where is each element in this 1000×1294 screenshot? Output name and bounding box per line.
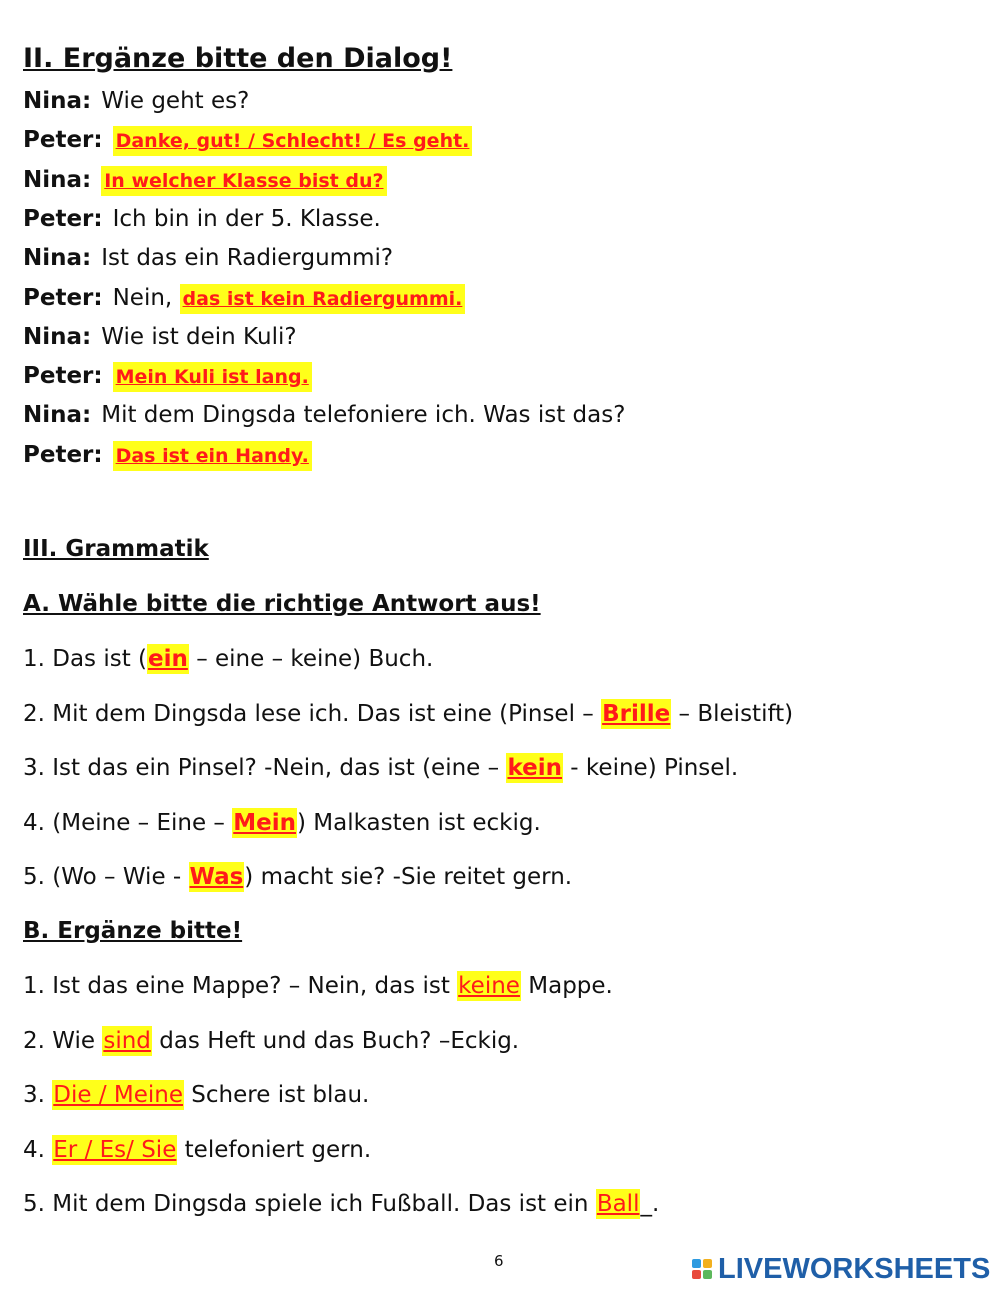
dialog-answer: In welcher Klasse bist du? xyxy=(101,166,386,196)
dialog-answer: Danke, gut! / Schlecht! / Es geht. xyxy=(113,126,473,156)
item-text: ) macht sie? -Sie reitet gern. xyxy=(244,864,573,890)
item-text: 5. (Wo – Wie - xyxy=(23,864,189,890)
part-b-heading: B. Ergänze bitte! xyxy=(23,918,243,944)
section-heading-grammar: III. Grammatik xyxy=(23,536,209,562)
speaker-name: Peter: xyxy=(23,441,103,468)
item-text: 3. Ist das ein Pinsel? -Nein, das ist (eine – xyxy=(23,755,507,781)
answer-highlight: Er / Es/ Sie xyxy=(53,1136,177,1163)
item-text: 5. Mit dem Dingsda spiele ich Fußball. Das ist ein xyxy=(23,1191,596,1217)
answer-highlight: Was xyxy=(189,864,244,890)
logo-grid-icon xyxy=(692,1259,712,1279)
item-text: 1. Ist das eine Mappe? – Nein, das ist xyxy=(23,973,458,999)
item-text: 2. Wie xyxy=(23,1027,103,1054)
logo-text: LIVEWORKSHEETS xyxy=(718,1252,991,1285)
item-text: _. xyxy=(640,1191,660,1217)
part-b-item xyxy=(23,971,613,1001)
answer-highlight: keine xyxy=(458,973,520,999)
item-text: das Heft und das Buch? –Eckig. xyxy=(151,1027,520,1054)
item-text: 4. (Meine – Eine – xyxy=(23,809,233,836)
item-text: 1. Das ist ( xyxy=(23,646,148,672)
dialog-answer: Das ist ein Handy. xyxy=(113,441,312,471)
dialog-line xyxy=(23,440,312,471)
dialog-text: Mit dem Dingsda telefoniere ich. Was ist das? xyxy=(101,402,626,429)
speaker-name: Nina: xyxy=(23,402,92,429)
section-heading-dialog: II. Ergänze bitte den Dialog! xyxy=(23,43,453,74)
speaker-name: Nina: xyxy=(23,245,92,272)
part-a-item xyxy=(23,808,541,838)
dialog-line xyxy=(23,361,312,392)
part-b-item xyxy=(23,1189,659,1219)
dialog-line xyxy=(23,204,381,234)
item-text: Mappe. xyxy=(520,973,613,999)
dialog-line xyxy=(23,125,472,156)
item-text: telefoniert gern. xyxy=(177,1136,372,1163)
speaker-name: Peter: xyxy=(23,205,103,232)
item-text: – eine – keine) Buch. xyxy=(188,646,434,672)
dialog-answer: das ist kein Radiergummi. xyxy=(180,284,466,314)
speaker-name: Peter: xyxy=(23,363,103,390)
dialog-text: Wie geht es? xyxy=(101,88,250,114)
dialog-text: Nein, xyxy=(112,284,173,311)
item-text: 4. xyxy=(23,1136,53,1163)
dialog-line xyxy=(23,283,465,314)
item-text: 3. xyxy=(23,1082,53,1108)
answer-highlight: ein xyxy=(148,646,188,672)
speaker-name: Peter: xyxy=(23,127,103,154)
dialog-line xyxy=(23,86,249,116)
liveworksheets-logo[interactable] xyxy=(692,1252,990,1286)
item-text: - keine) Pinsel. xyxy=(563,755,739,781)
answer-highlight: Brille xyxy=(602,700,671,727)
answer-highlight: Ball xyxy=(596,1191,640,1217)
item-text: – Bleistift) xyxy=(671,700,794,727)
item-text: Schere ist blau. xyxy=(184,1082,370,1108)
part-a-item xyxy=(23,644,433,674)
dialog-text: Ich bin in der 5. Klasse. xyxy=(112,205,381,232)
dialog-text: Ist das ein Radiergummi? xyxy=(101,245,394,272)
page-number: 6 xyxy=(494,1252,504,1270)
answer-highlight: Die / Meine xyxy=(53,1082,183,1108)
speaker-name: Peter: xyxy=(23,284,103,311)
dialog-text: Wie ist dein Kuli? xyxy=(101,323,297,350)
part-a-item xyxy=(23,753,738,783)
dialog-line xyxy=(23,322,297,352)
dialog-line xyxy=(23,165,387,196)
item-text: 2. Mit dem Dingsda lese ich. Das ist eine (Pinsel – xyxy=(23,700,602,727)
speaker-name: Nina: xyxy=(23,166,92,193)
part-b-item xyxy=(23,1135,371,1165)
dialog-line xyxy=(23,243,393,273)
part-a-item xyxy=(23,862,572,892)
speaker-name: Nina: xyxy=(23,323,92,350)
speaker-name: Nina: xyxy=(23,88,92,114)
part-a-heading: A. Wähle bitte die richtige Antwort aus! xyxy=(23,591,541,617)
part-a-item xyxy=(23,699,793,729)
part-b-item xyxy=(23,1026,519,1056)
answer-highlight: Mein xyxy=(233,809,296,836)
answer-highlight: kein xyxy=(507,755,562,781)
dialog-line xyxy=(23,400,625,430)
answer-highlight: sind xyxy=(103,1027,151,1054)
item-text: ) Malkasten ist eckig. xyxy=(297,809,541,836)
part-b-item xyxy=(23,1080,369,1110)
dialog-answer: Mein Kuli ist lang. xyxy=(113,362,312,392)
